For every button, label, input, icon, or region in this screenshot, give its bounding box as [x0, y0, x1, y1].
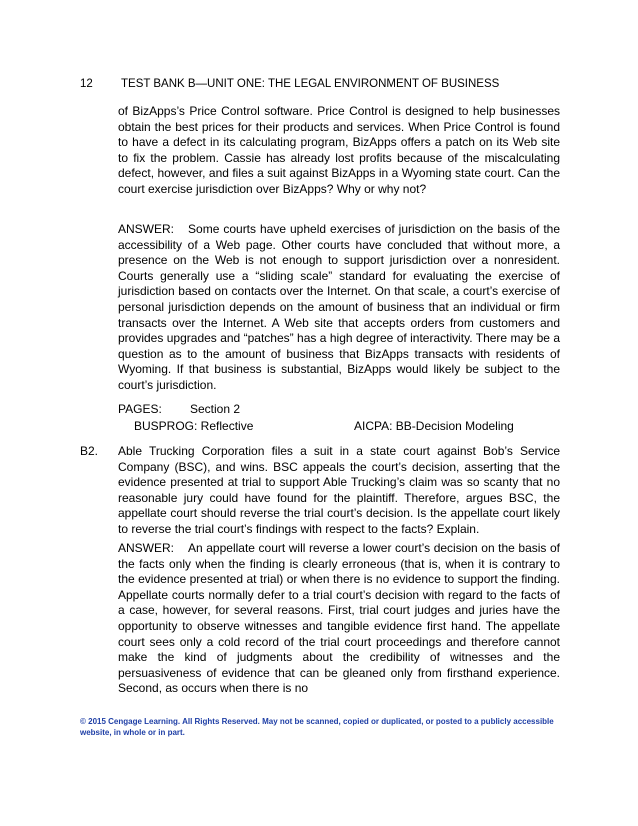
b1-aicpa: AICPA: BB-Decision Modeling	[354, 419, 514, 433]
running-title: TEST BANK B—UNIT ONE: THE LEGAL ENVIRONMENT OF BUSINESS	[121, 78, 500, 90]
page-number: 12	[80, 78, 93, 90]
b1-busprog: BUSPROG: Reflective	[134, 419, 254, 433]
b1-answer-label: ANSWER:	[118, 222, 175, 236]
b1-pages-label: PAGES:	[118, 402, 162, 416]
b1-answer-text: Some courts have upheld exercises of jurisdiction on the basis of the accessibility of a Web page. Other courts have concluded that without more, a presence on the Web is not enough to support jurisdiction over a nonresident. Courts generally use a “sliding scale” standard for evaluating the exercise of jurisdiction based on contacts over the Internet. On that scale, a court’s exercise of personal jurisdiction depends on the amount of business that an individual or firm transacts over the Internet. A Web site that accepts orders from customers and provides upgrades and “patches” has a high degree of interactivity. There may be a question as to the amount of business that BizApps transacts with residents of Wyoming. If that business is substantial, BizApps would likely be subject to the court’s jurisdiction.	[118, 222, 560, 392]
b2-answer	[118, 541, 560, 697]
copyright-footer: © 2015 Cengage Learning. All Rights Reserved. May not be scanned, copied or duplicated, or posted to a publicly accessible website, in whole or in part.	[80, 717, 554, 737]
b2-answer-label: ANSWER:	[118, 541, 175, 555]
b1-question-continued: of BizApps’s Price Control software. Price Control is designed to help businesses obtain the best prices for their products and services. When Price Control is found to have a defect in its calculating program, BizApps offers a patch on its Web site to fix the problem. Cassie has already lost profits because of the miscalculating defect, however, and files a suit against BizApps in a Wyoming state court. Can the court exercise jurisdiction over BizApps? Why or why not?	[118, 104, 560, 196]
b1-pages-value: Section 2	[190, 402, 241, 416]
b2-label: B2.	[80, 444, 99, 458]
b2-question: Able Trucking Corporation files a suit in a state court against Bob’s Service Company (BSC), and wins. BSC appeals the court’s decision, asserting that the evidence presented at trial to support Able Trucking’s claim was so scanty that no reasonable jury could have found for the plaintiff. Therefore, argues BSC, the appellate court should reverse the trial court’s decision. Is the appellate court likely to reverse the trial court’s findings with respect to the facts? Explain.	[118, 444, 560, 536]
b2-answer-text: An appellate court will reverse a lower court’s decision on the basis of the facts only when the finding is clearly erroneous (that is, when it is contrary to the evidence presented at trial) or when there is no evidence to support the finding. Appellate courts normally defer to a trial court’s decision with regard to the facts of a case, however, for several reasons. First, trial court judges and juries have the opportunity to observe witnesses and tangible evidence first hand. The appellate court sees only a cold record of the trial court proceedings and therefore cannot make the kind of judgments about the credibility of witnesses and the persuasiveness of evidence that can be gleaned only from firsthand experience. Second, as occurs when there is no	[118, 541, 560, 696]
b1-answer	[118, 222, 560, 394]
